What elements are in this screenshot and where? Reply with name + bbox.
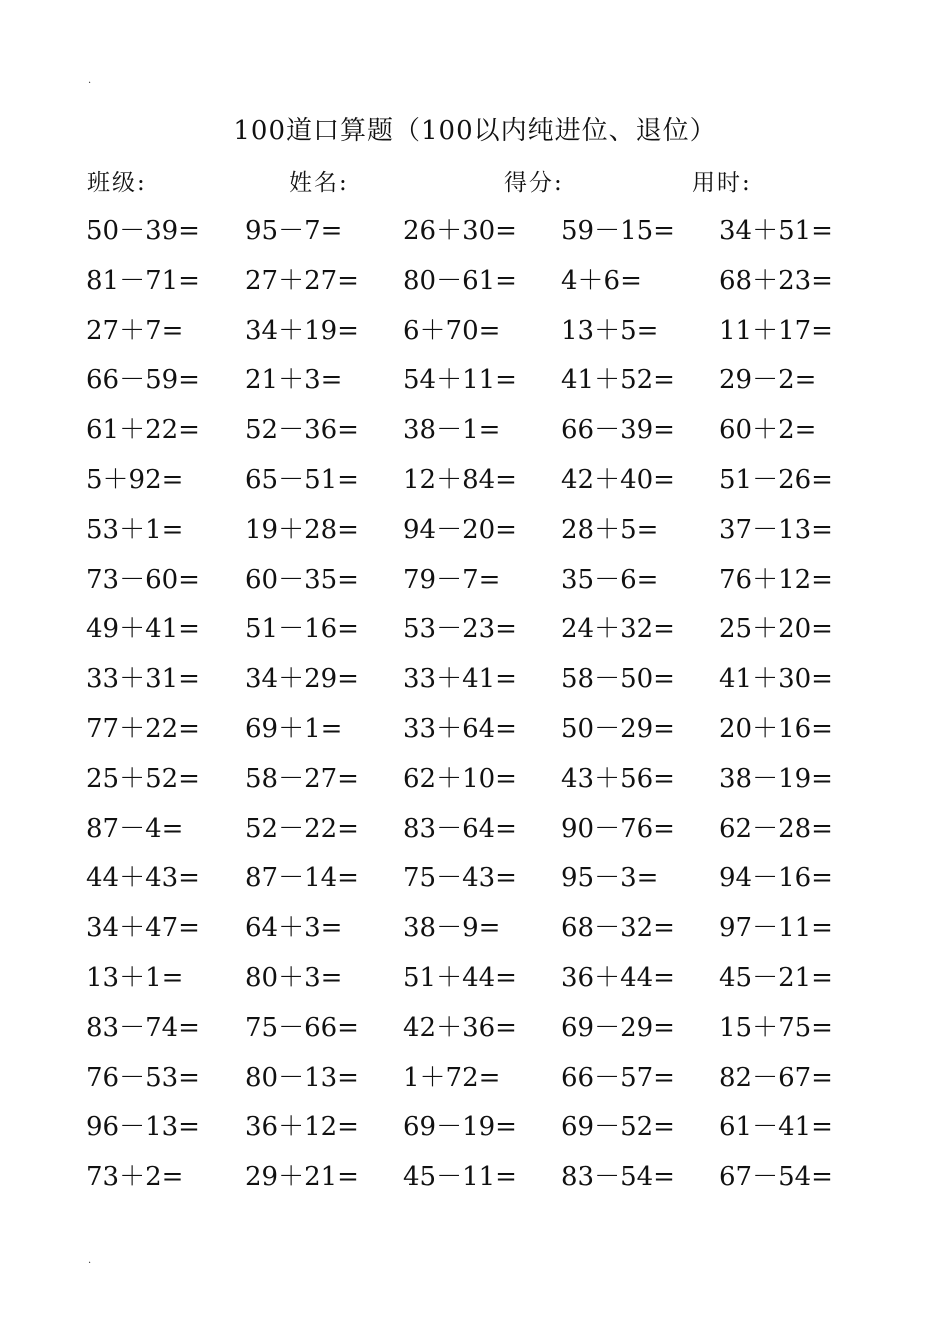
problem-item: 34＋51= — [719, 216, 833, 246]
problem-item: 83－64= — [403, 813, 517, 844]
problem-item: 49＋41= — [86, 614, 200, 645]
problem-item: 12＋84= — [403, 464, 517, 495]
problem-item: 90－76= — [561, 813, 675, 844]
problem-row — [86, 360, 886, 410]
problem-item: 67－54= — [719, 1162, 833, 1193]
problem-row — [86, 211, 886, 261]
problem-item: 19＋28= — [245, 514, 359, 545]
problem-row — [86, 759, 886, 809]
problem-item: 27＋7= — [86, 315, 184, 346]
problem-row — [86, 1157, 886, 1207]
problem-item: 20＋16= — [719, 713, 833, 744]
problem-item: 25＋52= — [86, 763, 200, 794]
problem-item: 52－22= — [245, 813, 359, 844]
problem-item: 25＋20= — [719, 614, 833, 645]
page-title: 100道口算题（100以内纯进位、退位） — [233, 116, 717, 146]
problem-item: 27＋27= — [245, 265, 359, 296]
problem-item: 42＋40= — [561, 464, 675, 495]
problem-item: 62－28= — [719, 813, 833, 844]
problem-item: 11＋17= — [719, 315, 833, 346]
problem-item: 64＋3= — [245, 913, 343, 944]
problem-item: 97－11= — [719, 913, 833, 944]
problem-row — [86, 1008, 886, 1058]
problem-item: 69＋1= — [245, 713, 343, 744]
problem-row — [86, 460, 886, 510]
problem-row — [86, 709, 886, 759]
problem-item: 50－29= — [561, 713, 675, 744]
time-label: 用时: — [692, 170, 752, 196]
problem-item: 87－4= — [86, 813, 184, 844]
problem-item: 68－32= — [561, 913, 675, 944]
problem-item: 29－2= — [719, 365, 817, 396]
problem-row — [86, 261, 886, 311]
problem-item: 96－13= — [86, 1112, 200, 1143]
problem-row — [86, 1107, 886, 1157]
problem-item: 41＋30= — [719, 664, 833, 695]
problem-item: 75－43= — [403, 863, 517, 894]
problem-item: 34＋19= — [245, 315, 359, 346]
problem-item: 26＋30= — [403, 216, 517, 246]
class-label: 班级: — [87, 170, 147, 196]
problem-item: 38－19= — [719, 763, 833, 794]
problem-item: 33＋31= — [86, 664, 200, 695]
problem-item: 94－20= — [403, 514, 517, 545]
problem-item: 66－57= — [561, 1062, 675, 1093]
problem-item: 65－51= — [245, 464, 359, 495]
problem-row — [86, 809, 886, 859]
problem-item: 76－53= — [86, 1062, 200, 1093]
problem-item: 36＋44= — [561, 962, 675, 993]
problem-item: 38－1= — [403, 415, 501, 446]
problem-item: 34＋47= — [86, 913, 200, 944]
problem-item: 1＋72= — [403, 1062, 501, 1093]
problem-item: 62＋10= — [403, 763, 517, 794]
problem-grid — [86, 211, 886, 1207]
problem-item: 83－54= — [561, 1162, 675, 1193]
problem-item: 69－29= — [561, 1012, 675, 1043]
problem-item: 69－19= — [403, 1112, 517, 1143]
problem-item: 24＋32= — [561, 614, 675, 645]
problem-item: 68＋23= — [719, 265, 833, 296]
problem-row — [86, 311, 886, 361]
problem-item: 37－13= — [719, 514, 833, 545]
problem-item: 52－36= — [245, 415, 359, 446]
problem-item: 76＋12= — [719, 564, 833, 595]
problem-item: 34＋29= — [245, 664, 359, 695]
problem-item: 60＋2= — [719, 415, 817, 446]
problem-item: 87－14= — [245, 863, 359, 894]
problem-item: 66－59= — [86, 365, 200, 396]
problem-item: 38－9= — [403, 913, 501, 944]
problem-item: 53－23= — [403, 614, 517, 645]
problem-item: 75－66= — [245, 1012, 359, 1043]
problem-row — [86, 1058, 886, 1108]
problem-item: 66－39= — [561, 415, 675, 446]
student-info-row — [0, 166, 950, 200]
problem-row — [86, 958, 886, 1008]
problem-row — [86, 410, 886, 460]
problem-item: 61＋22= — [86, 415, 200, 446]
problem-item: 5＋92= — [86, 464, 184, 495]
problem-item: 13＋5= — [561, 315, 659, 346]
problem-item: 51－16= — [245, 614, 359, 645]
problem-item: 59－15= — [561, 216, 675, 246]
problem-item: 60－35= — [245, 564, 359, 595]
problem-row — [86, 908, 886, 958]
problem-item: 69－52= — [561, 1112, 675, 1143]
problem-item: 95－7= — [245, 216, 343, 246]
problem-item: 81－71= — [86, 265, 200, 296]
problem-item: 83－74= — [86, 1012, 200, 1043]
problem-item: 51－26= — [719, 464, 833, 495]
problem-item: 42＋36= — [403, 1012, 517, 1043]
problem-item: 82－67= — [719, 1062, 833, 1093]
problem-item: 79－7= — [403, 564, 501, 595]
problem-item: 80－13= — [245, 1062, 359, 1093]
problem-item: 15＋75= — [719, 1012, 833, 1043]
problem-item: 45－11= — [403, 1162, 517, 1193]
problem-item: 61－41= — [719, 1112, 833, 1143]
problem-item: 33＋64= — [403, 713, 517, 744]
problem-item: 43＋56= — [561, 763, 675, 794]
problem-item: 53＋1= — [86, 514, 184, 545]
problem-item: 51＋44= — [403, 962, 517, 993]
problem-item: 50－39= — [86, 216, 200, 246]
problem-item: 21＋3= — [245, 365, 343, 396]
problem-item: 94－16= — [719, 863, 833, 894]
problem-item: 35－6= — [561, 564, 659, 595]
problem-item: 73＋2= — [86, 1162, 184, 1193]
problem-item: 80－61= — [403, 265, 517, 296]
corner-dot-top: . — [88, 75, 92, 86]
problem-item: 6＋70= — [403, 315, 501, 346]
problem-item: 54＋11= — [403, 365, 517, 396]
problem-row — [86, 510, 886, 560]
problem-row — [86, 609, 886, 659]
problem-item: 4＋6= — [561, 265, 642, 296]
problem-item: 58－27= — [245, 763, 359, 794]
problem-row — [86, 858, 886, 908]
problem-item: 29＋21= — [245, 1162, 359, 1193]
problem-item: 45－21= — [719, 962, 833, 993]
name-label: 姓名: — [289, 170, 349, 196]
problem-item: 13＋1= — [86, 962, 184, 993]
problem-item: 58－50= — [561, 664, 675, 695]
problem-item: 36＋12= — [245, 1112, 359, 1143]
problem-item: 33＋41= — [403, 664, 517, 695]
problem-item: 77＋22= — [86, 713, 200, 744]
problem-item: 80＋3= — [245, 962, 343, 993]
problem-item: 28＋5= — [561, 514, 659, 545]
problem-item: 44＋43= — [86, 863, 200, 894]
problem-item: 41＋52= — [561, 365, 675, 396]
problem-row — [86, 560, 886, 610]
score-label: 得分: — [504, 170, 564, 196]
problem-item: 73－60= — [86, 564, 200, 595]
problem-item: 95－3= — [561, 863, 659, 894]
corner-dot-bottom: . — [88, 1255, 92, 1266]
problem-row — [86, 659, 886, 709]
